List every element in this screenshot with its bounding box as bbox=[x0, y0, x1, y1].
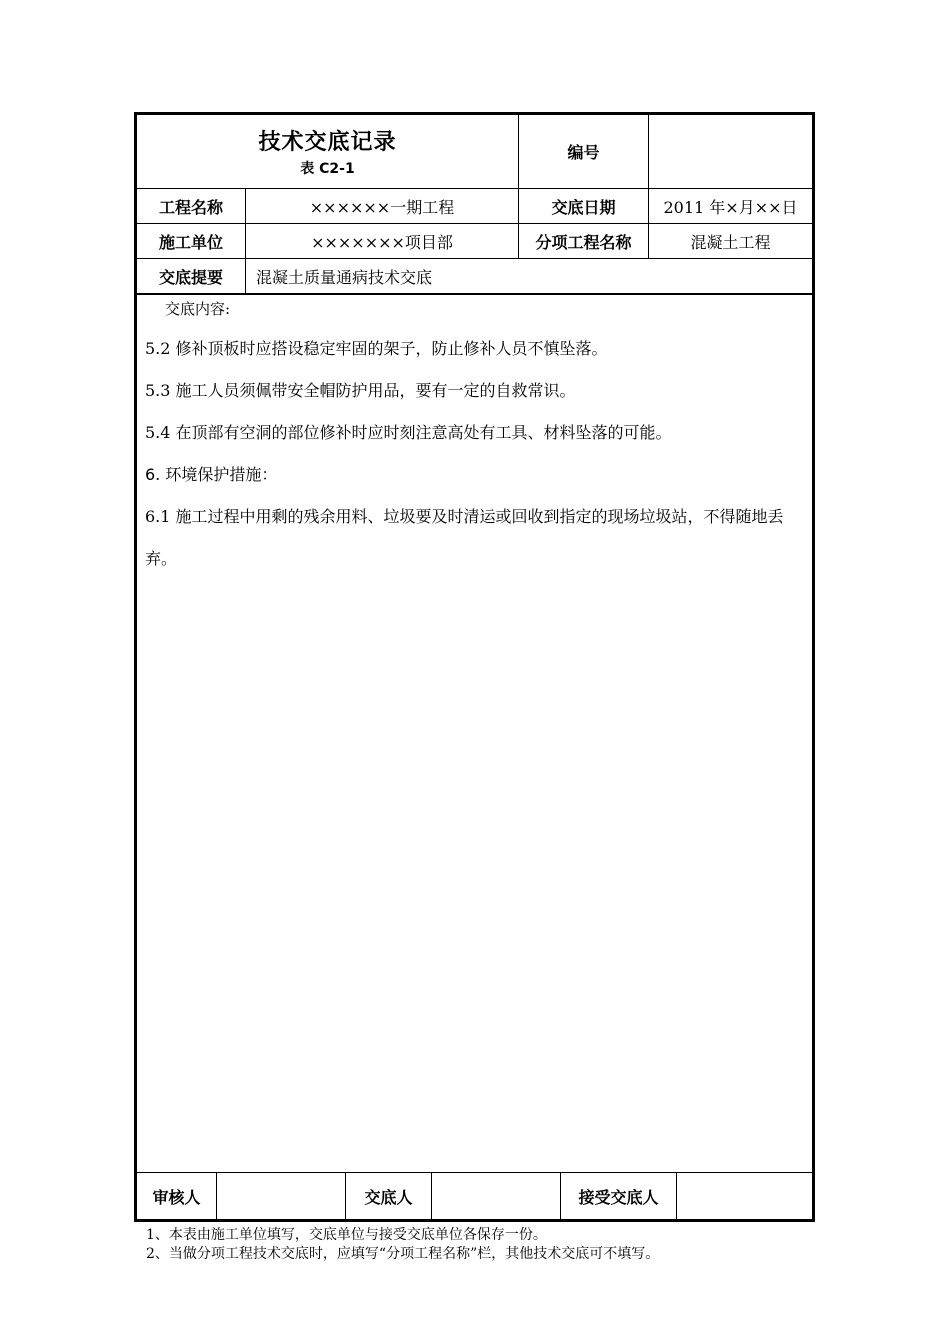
technical-disclosure-form bbox=[134, 112, 815, 1222]
number-field[interactable] bbox=[649, 115, 812, 188]
footnote: 1、本表由施工单位填写，交底单位与接受交底单位各保存一份。 bbox=[146, 1227, 547, 1243]
project-name-row bbox=[137, 189, 812, 224]
presenter-field[interactable] bbox=[432, 1173, 561, 1219]
sub-project-field[interactable]: 混凝土工程 bbox=[690, 232, 771, 252]
project-name-label: 工程名称 bbox=[137, 189, 246, 223]
footnotes bbox=[146, 1226, 659, 1264]
disclosure-content[interactable] bbox=[137, 295, 812, 1173]
content-heading: 6. 环境保护措施： bbox=[145, 465, 278, 484]
reviewer-field[interactable] bbox=[217, 1173, 346, 1219]
summary-field[interactable]: 混凝土质量通病技术交底 bbox=[256, 267, 433, 287]
content-intro: 交底内容: bbox=[165, 300, 231, 318]
content-paragraph: 6.1 施工过程中用剩的残余用料、垃圾要及时清运或回收到指定的现场垃圾站，不得随地丢弃。 bbox=[145, 507, 784, 568]
page-title: 技术交底记录 bbox=[258, 130, 397, 155]
content-paragraph: 5.4 在顶部有空洞的部位修补时应时刻注意高处有工具、材料坠落的可能。 bbox=[145, 423, 672, 442]
signature-row bbox=[137, 1173, 812, 1219]
summary-row bbox=[137, 259, 812, 295]
receiver-field[interactable] bbox=[677, 1173, 812, 1219]
header-row bbox=[137, 115, 812, 189]
date-label: 交底日期 bbox=[519, 189, 649, 223]
presenter-label: 交底人 bbox=[346, 1173, 432, 1219]
form-code: 表 C2-1 bbox=[300, 161, 355, 177]
project-name-field[interactable]: ××××××一期工程 bbox=[246, 189, 519, 223]
construction-unit-row bbox=[137, 224, 812, 259]
form-title-cell bbox=[137, 115, 519, 188]
content-paragraph: 5.2 修补顶板时应搭设稳定牢固的架子，防止修补人员不慎坠落。 bbox=[145, 339, 608, 358]
number-label: 编号 bbox=[519, 115, 649, 188]
sub-project-label: 分项工程名称 bbox=[519, 224, 649, 258]
construction-unit-field[interactable]: ×××××××项目部 bbox=[246, 224, 519, 258]
date-field[interactable]: 2011 年×月××日 bbox=[663, 197, 798, 217]
summary-label: 交底提要 bbox=[137, 259, 246, 293]
receiver-label: 接受交底人 bbox=[561, 1173, 677, 1219]
content-paragraph: 5.3 施工人员须佩带安全帽防护用品，要有一定的自救常识。 bbox=[145, 381, 576, 400]
reviewer-label: 审核人 bbox=[137, 1173, 217, 1219]
footnote: 2、当做分项工程技术交底时，应填写“分项工程名称”栏，其他技术交底可不填写。 bbox=[146, 1246, 660, 1262]
construction-unit-label: 施工单位 bbox=[137, 224, 246, 258]
